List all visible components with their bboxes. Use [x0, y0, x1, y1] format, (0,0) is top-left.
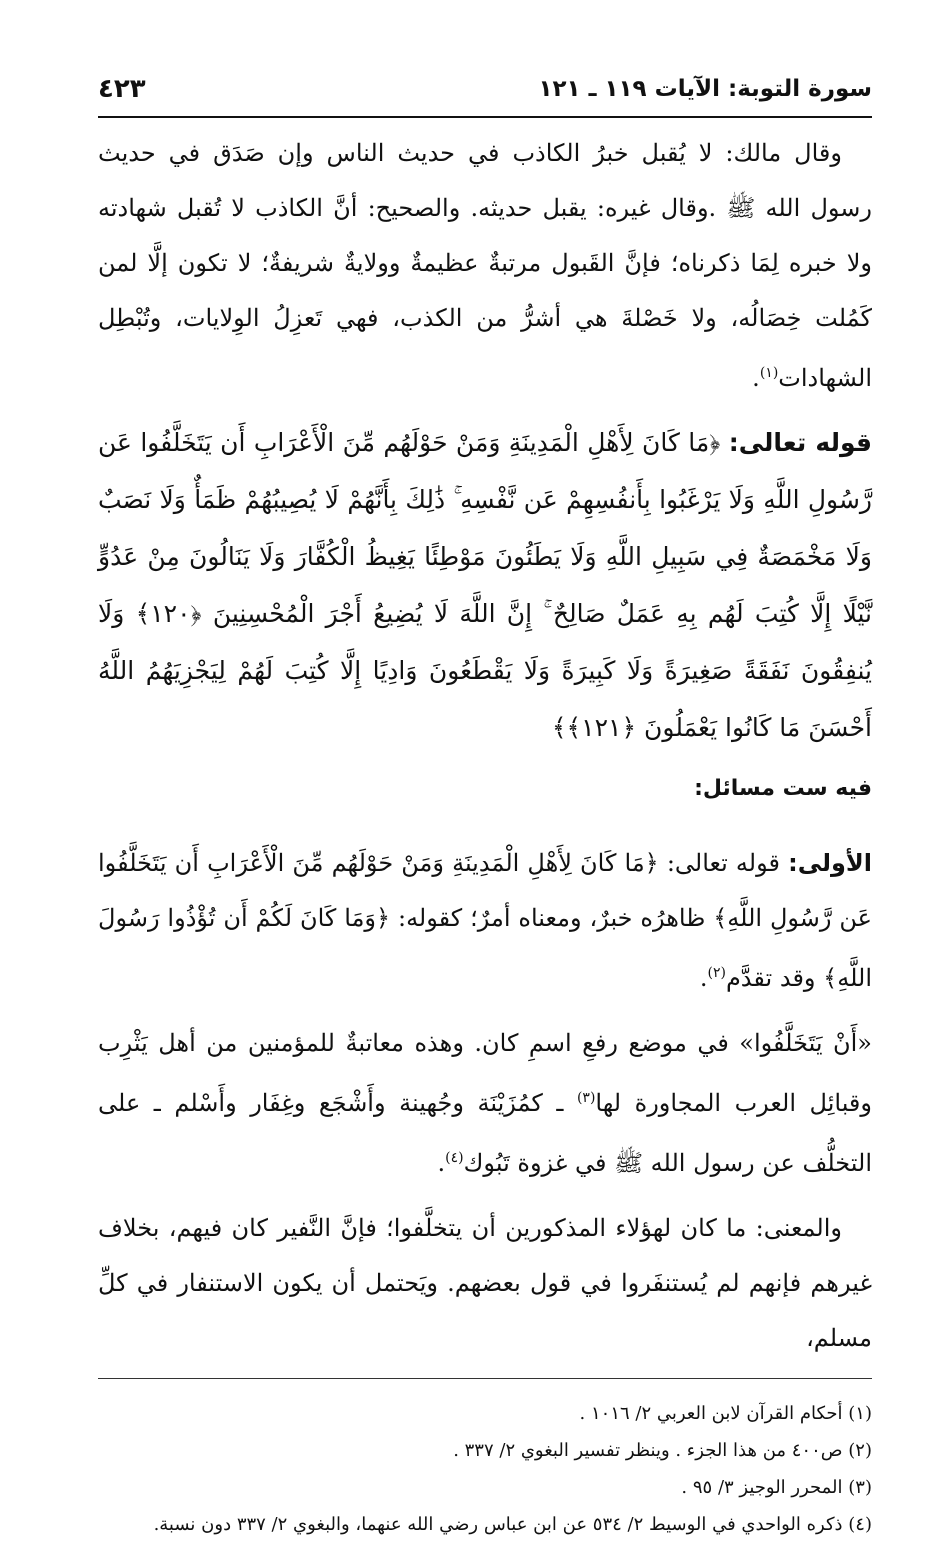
footnote-ref-3: (٣) — [576, 1090, 596, 1106]
paragraph-malik: وقال مالك: لا يُقبل خبرُ الكاذب في حديث الناس وإن صَدَق في حديث رسول الله ﷺ .وقال غيره: يقبل حديثه. والصحيح: أنَّ الكاذب لا تُقبل شهادته ولا خبره لِمَا ذكرناه؛ فإنَّ القَبول مرتبةٌ عظيمةٌ وولايةٌ شريفةٌ؛ لا تكون إلَّا لمن كَمُلت خِصَالُه، ولا خَصْلةَ هي أشرُّ من الكذب، فهي تَعزِلُ الوِلايات، وتُبْطِل الشهادات$^{(١)}$. — [98, 139, 872, 392]
verse-text: ﴿مَا كَانَ لِأَهْلِ الْمَدِينَةِ وَمَنْ حَوْلَهُم مِّنَ الْأَعْرَابِ أَن يَتَخَلَّفُوا عَن رَّسُولِ اللَّهِ وَلَا يَرْغَبُوا بِأَنفُسِهِمْ عَن نَّفْسِهِ ۚ ذَٰلِكَ بِأَنَّهُمْ لَا يُصِيبُهُمْ ظَمَأٌ وَلَا نَصَبٌ وَلَا مَخْمَصَةٌ فِي سَبِيلِ اللَّهِ وَلَا يَطَئُونَ مَوْطِئًا يَغِيظُ الْكُفَّارَ وَلَا يَنَالُونَ مِنْ عَدُوٍّ نَّيْلًا إِلَّا كُتِبَ لَهُم بِهِ عَمَلٌ صَالِحٌ ۚ إِنَّ اللَّهَ لَا يُضِيعُ أَجْرَ الْمُحْسِنِينَ ﴿١٢٠﴾ وَلَا يُنفِقُونَ نَفَقَةً صَغِيرَةً وَلَا كَبِيرَةً وَلَا يَقْطَعُونَ وَادِيًا إِلَّا كُتِبَ لَهُمْ لِيَجْزِيَهُمُ اللَّهُ أَحْسَنَ مَا كَانُوا يَعْمَلُونَ ﴿١٢١﴾﴾ — [98, 428, 872, 742]
page-number: ٤٢٣ — [98, 74, 146, 104]
footnote-ref-1: (١) — [759, 365, 779, 381]
paragraph-tribes: «أَنْ يَتَخَلَّفُوا» في موضع رفعِ اسمِ كان. وهذه معاتبةٌ للمؤمنين من أهل يَثْرِب وقبائِل العرب المجاورة لها$^{(٣)}$ ـ كمُزَيْنَة وجُهينة وأَشْجَع وغِفَار وأَسْلم ـ على التخلُّف عن رسول الله ﷺ في غزوة تَبُوك$^{(٤)}$. — [98, 1029, 872, 1177]
verse-block — [98, 414, 872, 756]
page-header — [98, 70, 872, 118]
footnotes — [98, 1395, 872, 1543]
verse-lead: قوله تعالى: — [728, 428, 873, 457]
footnote-1: (١) أحكام القرآن لابن العربي ٢/ ١٠١٦ . — [579, 1403, 872, 1424]
footnote-ref-4: (٤) — [445, 1150, 464, 1166]
book-page — [98, 70, 872, 1543]
footnote-2: (٢) ص٤٠٠ من هذا الجزء . وينظر تفسير البغوي ٢/ ٣٣٧ . — [453, 1440, 872, 1461]
footnote-separator — [98, 1378, 872, 1379]
footnote-4: (٤) ذكره الواحدي في الوسيط ٢/ ٥٣٤ عن ابن عباس رضي الله عنهما، والبغوي ٢/ ٣٣٧ دون نسبة. — [153, 1514, 872, 1535]
masail-heading: فيه ست مسائل: — [694, 776, 872, 801]
first-issue-lead: الأولى: — [788, 849, 872, 877]
sura-title: سورة التوبة: الآيات ١١٩ ـ ١٢١ — [538, 76, 872, 102]
paragraph-meaning: والمعنى: ما كان لهؤلاء المذكورين أن يتخلَّفوا؛ فإنَّ النَّفير كان فيهم، بخلاف غيرهم فإنهم لم يُستنفَروا في قول بعضهم. ويَحتمل أن يكون الاستنفار في كلِّ مسلم، — [98, 1214, 872, 1352]
footnote-3: (٣) المحرر الوجيز ٣/ ٩٥ . — [681, 1477, 872, 1498]
footnote-ref-2: (٢) — [707, 965, 726, 981]
paragraph-first-issue: الأولى: قوله تعالى: ﴿مَا كَانَ لِأَهْلِ الْمَدِينَةِ وَمَنْ حَوْلَهُم مِّنَ الْأَعْرَابِ أَن يَتَخَلَّفُوا عَن رَّسُولِ اللَّهِ﴾ ظاهرُه خبرٌ، ومعناه أمرٌ؛ كقوله: ﴿وَمَا كَانَ لَكُمْ أَن تُؤْذُوا رَسُولَ اللَّهِ﴾ وقد تقدَّم$^{(٢)}$. — [98, 849, 872, 992]
